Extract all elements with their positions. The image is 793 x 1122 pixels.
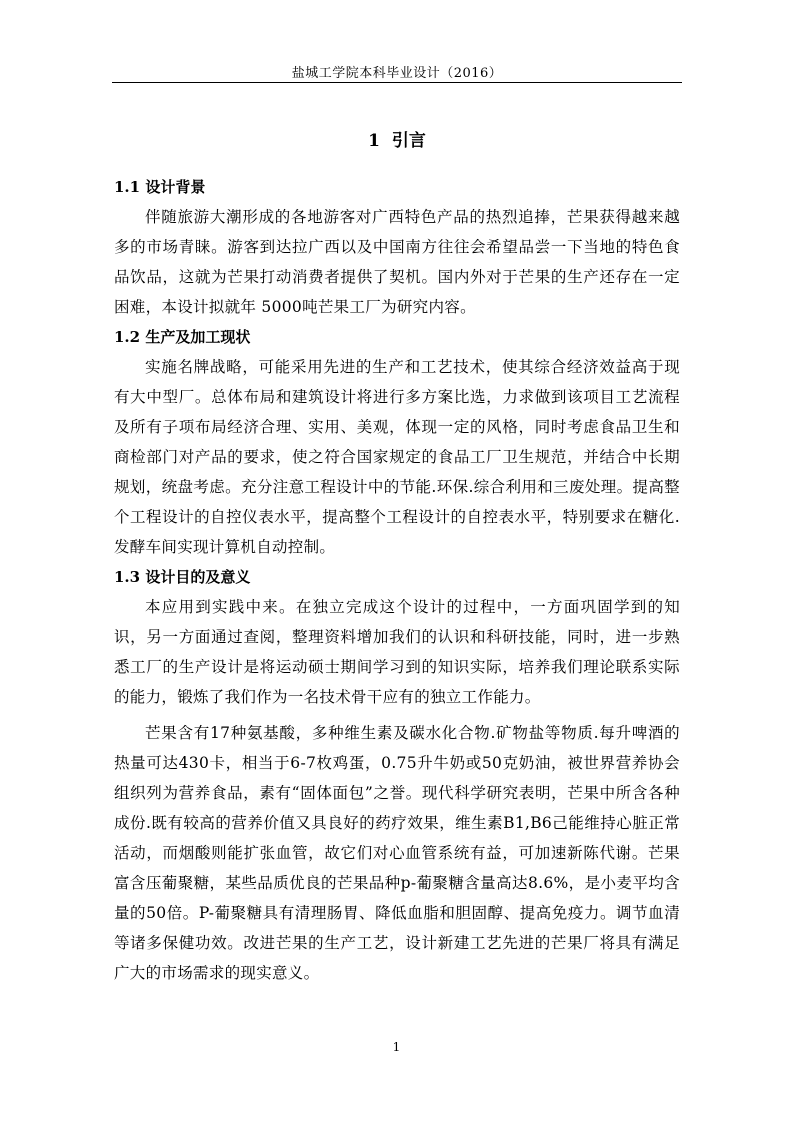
- section-heading-purpose: 1.3 设计目的及意义: [114, 568, 251, 586]
- running-header: 盐城工学院本科毕业设计（2016）: [291, 66, 503, 81]
- paragraph-production-status: 实施名牌战略，可能采用先进的生产和工艺技术，使其综合经济效益高于现有大中型厂。总体布局和建筑设计将进行多方案比选，力求做到该项目工艺流程及所有子项布局经济合理、实用、美观，体现一定的风格，同时考虑食品卫生和商检部门对产品的要求，使之符合国家规定的食品工厂卫生规范，并结合中长期规划，统盘考虑。充分注意工程设计中的节能.环保.综合利用和三废处理。提高整个工程设计的自控仪表水平，提高整个工程设计的自控表水平，特别要求在糖化.发酵车间实现计算机自动控制。: [114, 358, 680, 556]
- paragraph-mango-nutrition: 芒果含有17种氨基酸，多种维生素及碳水化合物.矿物盐等物质.每升啤酒的热量可达430卡，相当于6-7枚鸡蛋，0.75升牛奶或50克奶油，被世界营养协会组织列为营养食品，素有“固体面包”之誉。现代科学研究表明，芒果中所含各种成份.既有较高的营养价值又具良好的药疗效果，维生素B1,B6己能维持心脏正常活动，而烟酸则能扩张血管，故它们对心血管系统有益，可加速新陈代谢。芒果富含压葡聚糖，某些品质优良的芒果品种p-葡聚糖含量高达8.6%，是小麦平均含量的50倍。P-葡聚糖具有清理肠胃、降低血脂和胆固醇、提高免疫力。调节血清等诸多保健功效。改进芒果的生产工艺，设计新建工艺先进的芒果厂将具有满足广大的市场需求的现实意义。: [114, 724, 680, 982]
- section-heading-production-status: 1.2 生产及加工现状: [114, 328, 251, 346]
- page-content: [114, 128, 680, 988]
- paragraph-background: 伴随旅游大潮形成的各地游客对广西特色产品的热烈追捧，芒果获得越来越多的市场青睐。游客到达拉广西以及中国南方往往会希望品尝一下当地的特色食品饮品，这就为芒果打动消费者提供了契机。国内外对于芒果的生产还存在一定困难，本设计拟就年 5000吨芒果工厂为研究内容。: [114, 208, 680, 316]
- paragraph-purpose: 本应用到实践中来。在独立完成这个设计的过程中，一方面巩固学到的知识，另一方面通过查阅，整理资料增加我们的认识和科研技能，同时，进一步熟悉工厂的生产设计是将运动硕士期间学习到的知识实际，培养我们理论联系实际的能力，锻炼了我们作为一名技术骨干应有的独立工作能力。: [114, 598, 680, 706]
- header-rule: [112, 82, 682, 83]
- section-heading-background: 1.1 设计背景: [114, 178, 206, 196]
- page-number: 1: [392, 1040, 401, 1054]
- chapter-title: 1 引言: [368, 131, 426, 151]
